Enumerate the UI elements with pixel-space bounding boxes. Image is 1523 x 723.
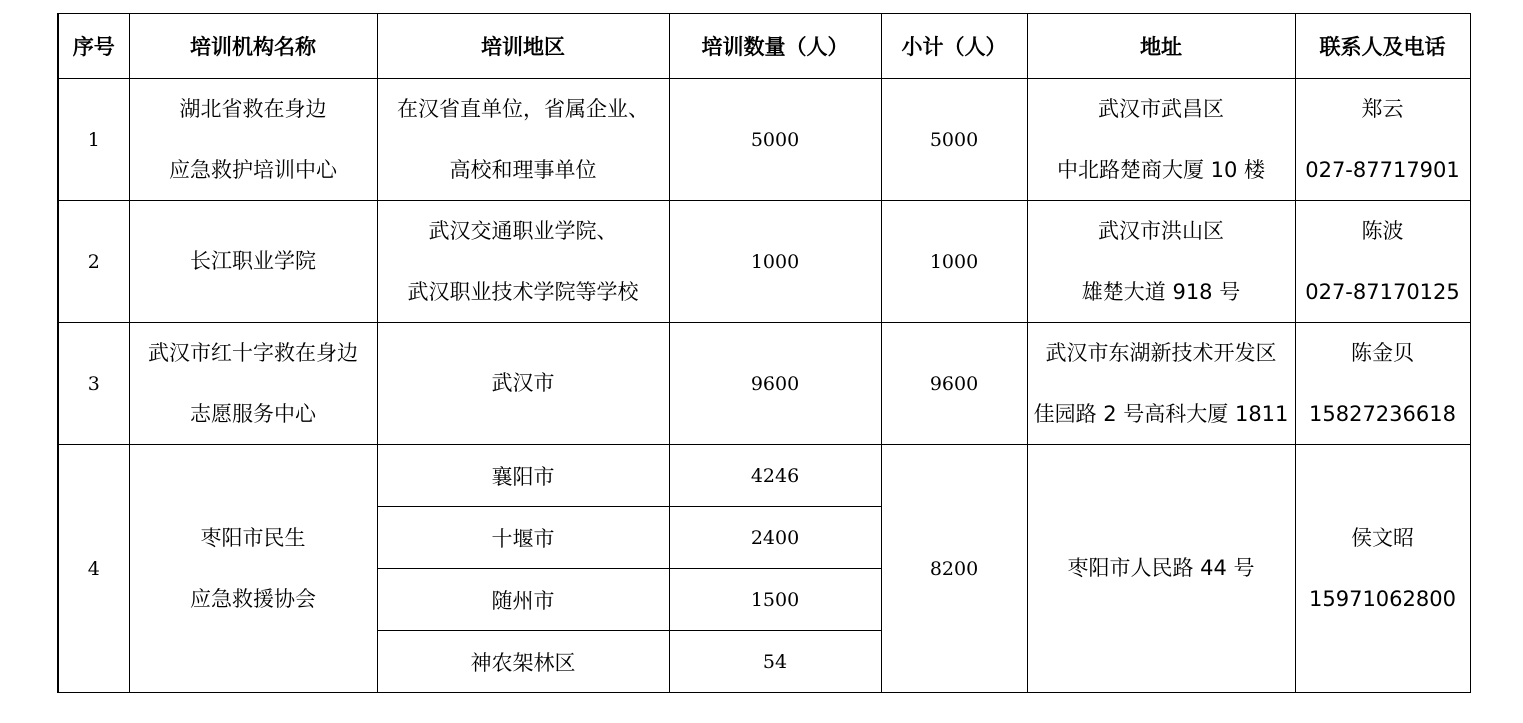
subtotal-cell: 9600 xyxy=(881,323,1027,445)
contact-phone: 027-87170125 xyxy=(1305,279,1460,304)
subtotal-cell: 8200 xyxy=(881,445,1027,693)
region-cell xyxy=(377,79,669,201)
address-cell xyxy=(1027,445,1295,693)
org-name-line: 湖北省救在身边 xyxy=(179,96,327,121)
row-number: 3 xyxy=(58,323,129,445)
header-count: 培训数量（人） xyxy=(669,14,881,79)
contact-cell xyxy=(1295,201,1470,323)
org-name-cell xyxy=(129,79,377,201)
org-name-cell xyxy=(129,323,377,445)
contact-phone: 15971062800 xyxy=(1309,586,1456,611)
org-name-cell xyxy=(129,201,377,323)
region-line: 武汉市 xyxy=(491,371,555,395)
contact-cell xyxy=(1295,323,1470,445)
contact-name: 郑云 xyxy=(1361,96,1404,121)
count-cell: 4246 xyxy=(669,445,881,507)
address-cell xyxy=(1027,79,1295,201)
count-cell: 1500 xyxy=(669,569,881,631)
address-line: 武汉市洪山区 xyxy=(1098,218,1224,243)
contact-name: 侯文昭 xyxy=(1351,525,1414,550)
region-line: 在汉省直单位，省属企业、 xyxy=(397,96,649,121)
address-cell xyxy=(1027,201,1295,323)
subtotal-cell: 5000 xyxy=(881,79,1027,201)
address-line: 雄楚大道 918 号 xyxy=(1081,279,1241,304)
header-subtotal: 小计（人） xyxy=(881,14,1027,79)
training-table xyxy=(57,13,1471,693)
address-line: 枣阳市人民路 44 号 xyxy=(1067,556,1255,580)
row-number: 1 xyxy=(58,79,129,201)
table-row xyxy=(58,445,1470,507)
count-cell: 1000 xyxy=(669,201,881,323)
row-number: 4 xyxy=(58,445,129,693)
header-contact: 联系人及电话 xyxy=(1295,14,1470,79)
org-name-cell xyxy=(129,445,377,693)
header-address: 地址 xyxy=(1027,14,1295,79)
org-name-line: 应急救援协会 xyxy=(190,586,316,611)
count-cell: 5000 xyxy=(669,79,881,201)
contact-cell xyxy=(1295,445,1470,693)
address-line: 武汉市东湖新技术开发区 xyxy=(1045,340,1277,365)
row-number: 2 xyxy=(58,201,129,323)
count-cell: 9600 xyxy=(669,323,881,445)
header-org: 培训机构名称 xyxy=(129,14,377,79)
org-name-line: 志愿服务中心 xyxy=(190,401,316,426)
region-cell xyxy=(377,323,669,445)
address-cell xyxy=(1027,323,1295,445)
region-cell: 神农架林区 xyxy=(377,631,669,693)
count-cell: 54 xyxy=(669,631,881,693)
header-no: 序号 xyxy=(58,14,129,79)
org-name-line: 枣阳市民生 xyxy=(200,525,306,550)
region-cell: 襄阳市 xyxy=(377,445,669,507)
org-name-line: 应急救护培训中心 xyxy=(169,157,337,182)
table-row xyxy=(58,79,1470,201)
header-region: 培训地区 xyxy=(377,14,669,79)
region-line: 武汉职业技术学院等学校 xyxy=(407,279,639,304)
header-row xyxy=(58,14,1470,79)
region-cell: 十堰市 xyxy=(377,507,669,569)
table-row xyxy=(58,323,1470,445)
table-row xyxy=(58,201,1470,323)
count-cell: 2400 xyxy=(669,507,881,569)
contact-phone: 027-87717901 xyxy=(1305,157,1460,182)
region-cell: 随州市 xyxy=(377,569,669,631)
address-line: 武汉市武昌区 xyxy=(1098,96,1224,121)
subtotal-cell: 1000 xyxy=(881,201,1027,323)
address-line: 佳园路 2 号高科大厦 1811 xyxy=(1033,401,1289,426)
contact-cell xyxy=(1295,79,1470,201)
region-cell xyxy=(377,201,669,323)
address-line: 中北路楚商大厦 10 楼 xyxy=(1056,157,1266,182)
contact-name: 陈波 xyxy=(1361,218,1404,243)
contact-name: 陈金贝 xyxy=(1351,340,1414,365)
contact-phone: 15827236618 xyxy=(1309,401,1456,426)
region-line: 武汉交通职业学院、 xyxy=(428,218,618,243)
region-line: 高校和理事单位 xyxy=(449,157,597,182)
org-name-line: 武汉市红十字救在身边 xyxy=(148,340,358,365)
org-name-line: 长江职业学院 xyxy=(190,249,316,273)
